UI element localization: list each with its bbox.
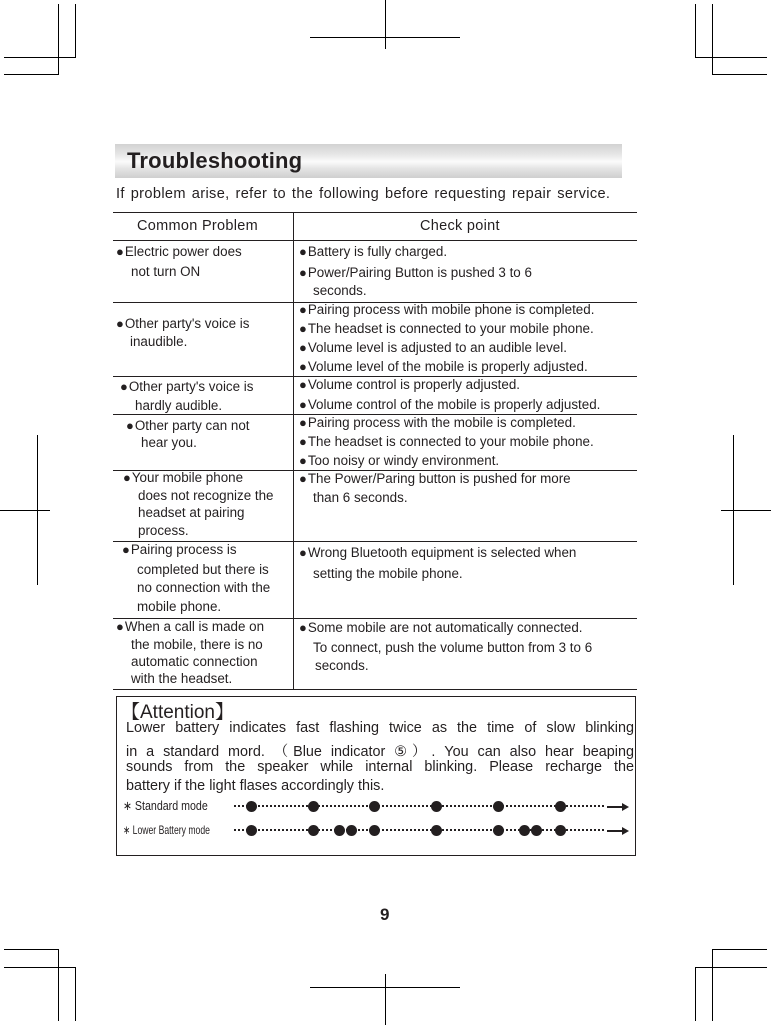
blink-dot-icon <box>334 825 345 836</box>
check-item: ● Pairing process with the mobile is completed. <box>299 415 576 430</box>
check-item-cont: setting the mobile phone. <box>313 566 463 581</box>
blink-dot-icon <box>346 825 357 836</box>
check-item: ● Volume level of the mobile is properly adjusted. <box>299 359 588 374</box>
attention-text-line: Lower battery indicates fast flashing twice as the time of slow blinking <box>126 720 634 736</box>
intro-text: If problem arise, refer to the following before requesting repair service. <box>116 186 611 202</box>
check-item: ● Volume level is adjusted to an audible level. <box>299 340 567 355</box>
title-bar <box>115 144 622 178</box>
check-item-cont: than 6 seconds. <box>313 490 408 505</box>
problem-text: the mobile, there is no <box>131 637 263 652</box>
crop-mark <box>75 967 76 1021</box>
crop-mark <box>721 510 771 511</box>
check-item: ● Wrong Bluetooth equipment is selected when <box>299 545 576 560</box>
table-rule <box>113 240 637 241</box>
check-item: ● The headset is connected to your mobile phone. <box>299 434 594 449</box>
blink-dot-icon <box>493 801 504 812</box>
attention-title: 【Attention】 <box>121 702 234 723</box>
problem-text: automatic connection <box>131 654 258 669</box>
crop-mark <box>712 74 767 75</box>
check-item-cont: To connect, push the volume button from 3 to 6 <box>313 640 593 655</box>
check-item: ● Volume control is properly adjusted. <box>299 377 520 392</box>
blink-dot-icon <box>246 825 257 836</box>
check-item-cont: seconds. <box>315 658 369 673</box>
arrow-head-icon <box>622 827 629 835</box>
blink-dot-icon <box>555 801 566 812</box>
check-item: ● The headset is connected to your mobile phone. <box>299 321 594 336</box>
blink-dot-icon <box>431 801 442 812</box>
check-item: ● Too noisy or windy environment. <box>299 453 499 468</box>
problem-text: with the headset. <box>131 671 233 686</box>
crop-mark <box>385 974 386 1025</box>
crop-mark <box>4 57 76 58</box>
check-item: ● Power/Pairing Button is pushed 3 to 6 <box>299 265 532 280</box>
check-item: ● Some mobile are not automatically connected. <box>299 620 583 635</box>
crop-mark <box>0 510 50 511</box>
crop-mark <box>695 967 696 1021</box>
crop-mark <box>712 4 713 74</box>
problem-text: ● Other party's voice is <box>120 379 253 394</box>
blink-dot-icon <box>493 825 504 836</box>
header-check-point: Check point <box>420 218 500 234</box>
crop-mark <box>58 949 59 1021</box>
problem-text: hardly audible. <box>135 398 223 413</box>
blink-dot-icon <box>369 825 380 836</box>
crop-mark <box>695 4 696 57</box>
crop-mark <box>385 0 386 49</box>
problem-text: completed but there is <box>137 562 269 577</box>
standard-mode-label: ∗ Standard mode <box>123 798 208 813</box>
blink-dot-icon <box>531 825 542 836</box>
crop-mark <box>4 949 59 950</box>
blink-dot-icon <box>519 825 530 836</box>
problem-text: ● Electric power does <box>116 244 242 259</box>
blink-dot-icon <box>308 825 319 836</box>
problem-text: hear you. <box>141 435 197 450</box>
blink-dot-icon <box>431 825 442 836</box>
attention-text-line: in a standard mord. （Blue indicator ⑤）. You can also hear beaping <box>126 744 634 760</box>
problem-text: not turn ON <box>131 264 201 279</box>
lower-battery-mode-label: ∗ Lower Battery mode <box>123 823 210 837</box>
crop-mark <box>58 4 59 74</box>
check-item-cont: seconds. <box>313 283 367 298</box>
dotted-line <box>234 805 604 807</box>
blink-dot-icon <box>369 801 380 812</box>
check-item: ● Battery is fully charged. <box>299 244 447 259</box>
page-number: 9 <box>380 905 390 924</box>
problem-text: does not recognize the <box>138 488 274 503</box>
check-item: ● Pairing process with mobile phone is completed. <box>299 302 594 317</box>
crop-mark <box>4 74 59 75</box>
table-rule <box>113 689 637 690</box>
problem-text: ● Your mobile phone <box>123 470 243 485</box>
problem-text: ● Pairing process is <box>122 542 237 557</box>
problem-text: ● Other party can not <box>126 418 249 433</box>
attention-text-line: sounds from the speaker while internal blinking. Please recharge the <box>126 759 634 775</box>
problem-text: inaudible. <box>130 334 188 349</box>
crop-mark <box>310 987 460 988</box>
problem-text: no connection with the <box>137 580 271 595</box>
check-item: ● Volume control of the mobile is properly adjusted. <box>299 397 600 412</box>
problem-text: ● When a call is made on <box>116 619 264 634</box>
page-title: Troubleshooting <box>127 148 303 173</box>
problem-text: mobile phone. <box>137 599 222 614</box>
blink-dot-icon <box>246 801 257 812</box>
problem-text: process. <box>138 523 189 538</box>
blink-dot-icon <box>555 825 566 836</box>
check-item: ● The Power/Paring button is pushed for more <box>299 471 571 486</box>
crop-mark <box>75 4 76 57</box>
crop-mark <box>4 967 76 968</box>
attention-text-line: battery if the light flases accordingly this. <box>126 778 385 794</box>
arrow-head-icon <box>622 803 629 811</box>
table-rule <box>113 212 637 213</box>
problem-text: headset at pairing <box>138 505 245 520</box>
dotted-line <box>234 829 604 831</box>
header-common-problem: Common Problem <box>137 218 259 234</box>
crop-mark <box>695 57 767 58</box>
crop-mark <box>310 37 460 38</box>
crop-mark <box>695 967 767 968</box>
column-divider <box>293 212 294 690</box>
crop-mark <box>712 949 767 950</box>
blink-dot-icon <box>308 801 319 812</box>
crop-mark <box>712 949 713 1021</box>
problem-text: ● Other party's voice is <box>116 316 249 331</box>
